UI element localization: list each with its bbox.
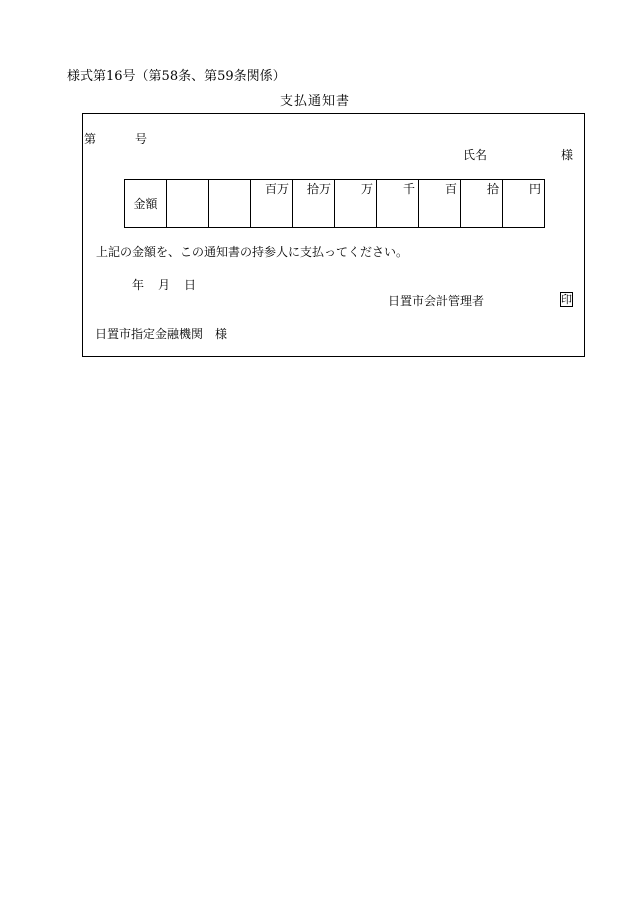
unit-label: 千 (402, 182, 415, 196)
payee-name-label: 氏名 (463, 148, 488, 162)
amount-cell-thousands (377, 180, 419, 228)
document-title: 支払通知書 (279, 94, 350, 109)
amount-cell-millions (251, 180, 293, 228)
unit-label: 万 (360, 182, 373, 196)
year-label: 年 (132, 278, 145, 292)
amount-cell-blank (167, 180, 209, 228)
payee-honorific: 様 (561, 148, 574, 162)
amount-cell-tens (461, 180, 503, 228)
amount-row (125, 180, 545, 228)
number-suffix: 号 (135, 132, 148, 146)
form-reference: 様式第16号（第58条、第59条関係） (67, 69, 286, 84)
amount-label: 金額 (125, 180, 167, 228)
recipient-bank: 日置市指定金融機関 様 (95, 327, 228, 341)
amount-cell-blank (209, 180, 251, 228)
day-label: 日 (184, 278, 197, 292)
seal-mark: 印 (561, 293, 572, 306)
unit-label: 百万 (264, 182, 289, 196)
amount-table (124, 179, 545, 228)
unit-label: 百 (444, 182, 457, 196)
amount-cell-hundreds (419, 180, 461, 228)
unit-label: 円 (528, 182, 541, 196)
month-label: 月 (158, 278, 171, 292)
unit-label: 拾万 (306, 182, 331, 196)
unit-label: 拾 (486, 182, 499, 196)
amount-cell-ten-thousands (335, 180, 377, 228)
amount-cell-hundred-thousands (293, 180, 335, 228)
date-line (132, 279, 196, 291)
payment-instruction: 上記の金額を、この通知書の持参人に支払ってください。 (96, 245, 409, 259)
issuer-name: 日置市会計管理者 (388, 294, 485, 308)
number-prefix: 第 (84, 132, 97, 146)
notice-frame (82, 113, 585, 357)
amount-cell-yen (503, 180, 545, 228)
